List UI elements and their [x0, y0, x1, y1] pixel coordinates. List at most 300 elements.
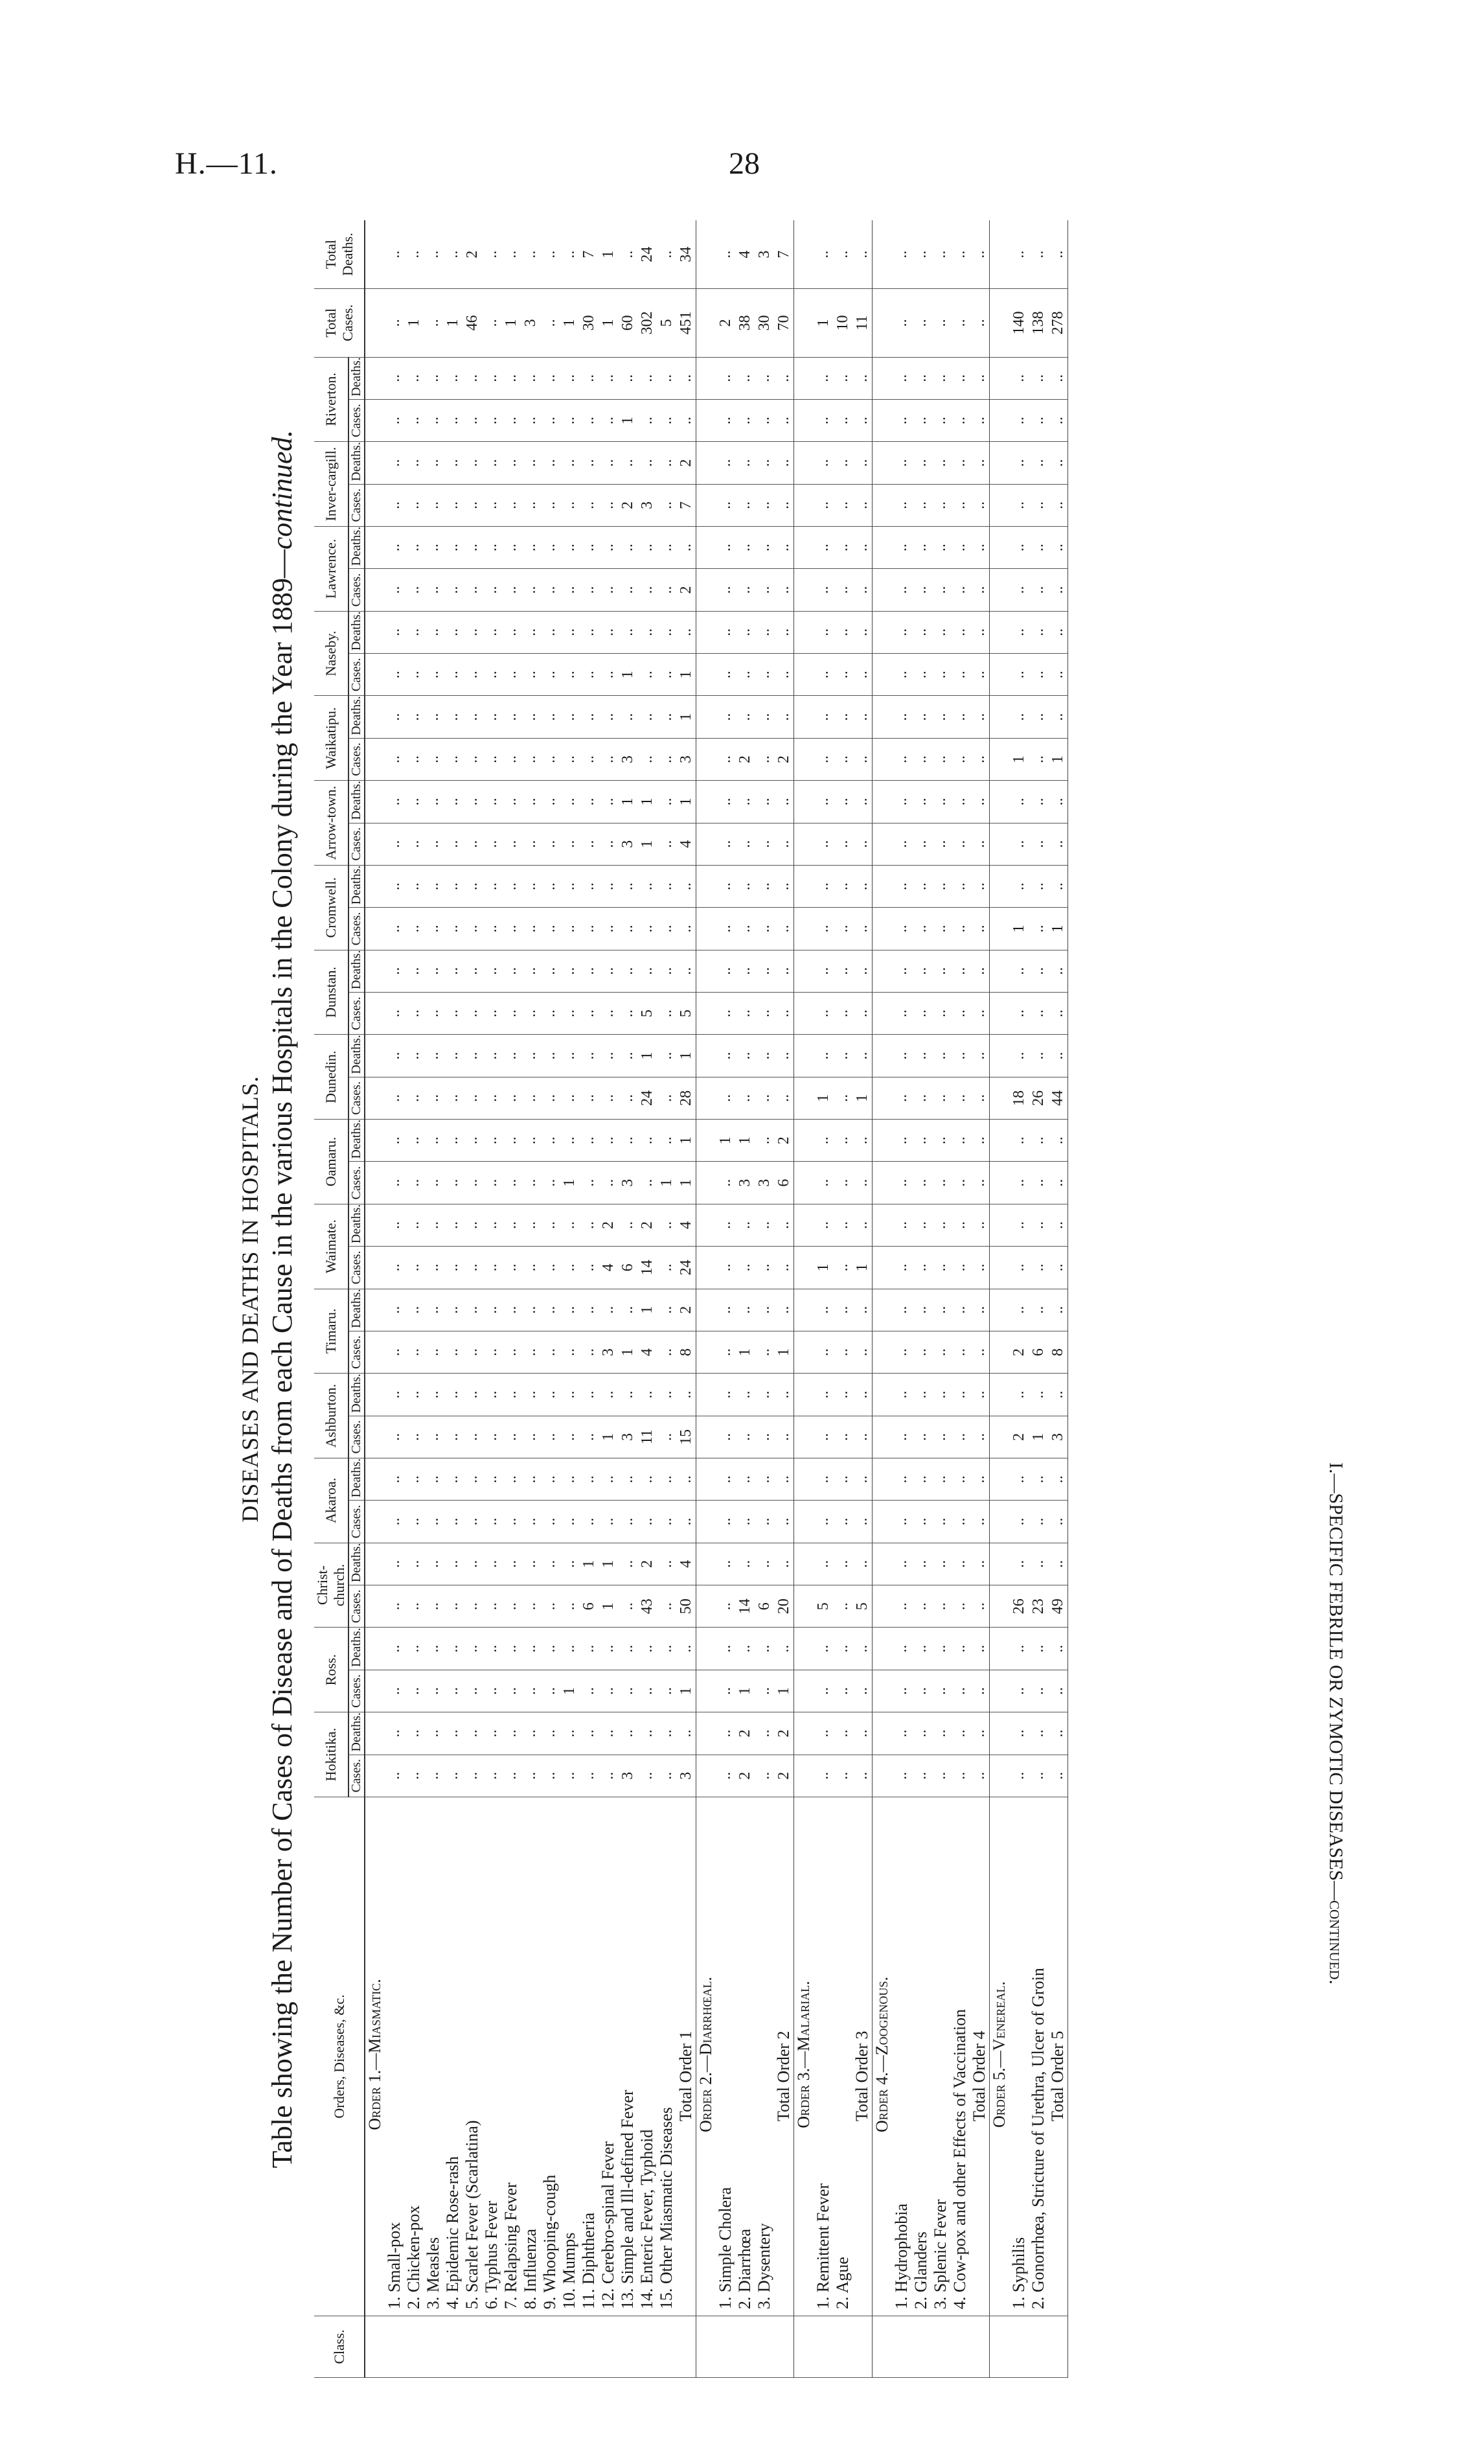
value-cell: ..: [462, 865, 482, 907]
value-cell: [990, 823, 1010, 865]
value-cell: ..: [676, 1628, 696, 1670]
value-cell: ..: [931, 1501, 950, 1543]
value-cell: ..: [540, 1289, 560, 1331]
value-cell: ..: [482, 1120, 501, 1162]
value-cell: ..: [814, 526, 833, 568]
value-cell: 3: [676, 1755, 696, 1797]
value-cell: ..: [501, 823, 521, 865]
value-cell: ..: [1048, 950, 1068, 992]
value-cell: ..: [676, 357, 696, 399]
value-cell: ..: [404, 357, 424, 399]
header-cases: Cases.: [348, 1501, 365, 1543]
value-cell: ..: [482, 1458, 501, 1501]
value-cell: ..: [618, 1670, 637, 1712]
total-deaths-cell: ..: [1009, 220, 1029, 289]
value-cell: ..: [404, 1035, 424, 1077]
row-label: 14. Enteric Fever, Typhoid: [637, 1797, 657, 2316]
table-row: [1029, 220, 1048, 2378]
value-cell: ..: [599, 1162, 618, 1204]
value-cell: ..: [540, 1712, 560, 1755]
value-cell: ..: [618, 1628, 637, 1670]
value-cell: ..: [833, 1628, 852, 1670]
value-cell: 3: [618, 1162, 637, 1204]
value-cell: ..: [774, 357, 794, 399]
value-cell: ..: [482, 1162, 501, 1204]
value-cell: ..: [560, 1374, 579, 1416]
value-cell: ..: [911, 1162, 931, 1204]
value-cell: ..: [970, 399, 990, 441]
row-label: 2. Gonorrhœa, Stricture of Urethra, Ulcer of Groin: [1029, 1797, 1048, 2316]
value-cell: ..: [424, 1035, 443, 1077]
class-cell: [716, 2316, 735, 2378]
class-cell: [501, 2316, 521, 2378]
value-cell: ..: [716, 1247, 735, 1289]
value-cell: ..: [1029, 399, 1048, 441]
value-cell: ..: [814, 950, 833, 992]
value-cell: ..: [618, 357, 637, 399]
value-cell: ..: [911, 865, 931, 907]
header-hospital: Dunedin.: [314, 1035, 348, 1120]
total-deaths-cell: ..: [618, 220, 637, 289]
value-cell: ..: [560, 1501, 579, 1543]
value-cell: 1: [676, 1120, 696, 1162]
header-cases: Cases.: [348, 1077, 365, 1119]
value-cell: ..: [716, 1204, 735, 1246]
disease-table: [314, 220, 1068, 2378]
value-cell: ..: [637, 526, 657, 568]
value-cell: ..: [462, 1247, 482, 1289]
row-label: 5. Scarlet Fever (Scarlatina): [462, 1797, 482, 2316]
value-cell: 4: [676, 1204, 696, 1246]
class-cell: [911, 2316, 931, 2378]
value-cell: ..: [911, 781, 931, 823]
row-label: 1. Small-pox: [385, 1797, 404, 2316]
value-cell: ..: [1029, 1543, 1048, 1585]
total-cases-cell: 451: [676, 289, 696, 357]
value-cell: [696, 1501, 716, 1543]
value-cell: ..: [950, 1416, 970, 1458]
value-cell: ..: [1009, 1628, 1029, 1670]
value-cell: ..: [579, 484, 599, 526]
value-cell: ..: [482, 1204, 501, 1246]
value-cell: ..: [774, 992, 794, 1034]
total-cases-cell: 30: [755, 289, 774, 357]
total-cases-cell: 1: [443, 289, 462, 357]
value-cell: ..: [540, 908, 560, 950]
value-cell: 2: [774, 1712, 794, 1755]
value-cell: ..: [657, 442, 676, 484]
value-cell: ..: [931, 442, 950, 484]
total-deaths-cell: ..: [1029, 220, 1048, 289]
value-cell: ..: [579, 1712, 599, 1755]
header-cases: Cases.: [348, 823, 365, 865]
table-row: [385, 220, 404, 2378]
value-cell: ..: [618, 1204, 637, 1246]
value-cell: ..: [579, 357, 599, 399]
value-cell: [794, 1501, 814, 1543]
total-deaths-cell: ..: [970, 220, 990, 289]
value-cell: [365, 611, 385, 653]
value-cell: 5: [676, 992, 696, 1034]
value-cell: [794, 1204, 814, 1246]
value-cell: ..: [1009, 1374, 1029, 1416]
value-cell: ..: [833, 1162, 852, 1204]
value-cell: ..: [462, 1712, 482, 1755]
value-cell: [873, 1501, 893, 1543]
table-row: [657, 220, 676, 2378]
value-cell: ..: [560, 611, 579, 653]
value-cell: ..: [676, 1458, 696, 1501]
value-cell: ..: [676, 950, 696, 992]
class-cell: [774, 2316, 794, 2378]
value-cell: 4: [599, 1247, 618, 1289]
value-cell: ..: [560, 1543, 579, 1585]
value-cell: [873, 738, 893, 780]
value-cell: [365, 865, 385, 907]
value-cell: ..: [424, 823, 443, 865]
value-cell: ..: [774, 950, 794, 992]
value-cell: [990, 611, 1010, 653]
header-deaths: Deaths.: [348, 950, 365, 992]
value-cell: ..: [404, 1458, 424, 1501]
value-cell: [990, 1501, 1010, 1543]
value-cell: ..: [774, 1247, 794, 1289]
value-cell: ..: [931, 992, 950, 1034]
value-cell: [696, 950, 716, 992]
value-cell: 24: [637, 1077, 657, 1119]
header-deaths: Deaths.: [348, 1289, 365, 1331]
header-deaths: Deaths.: [348, 1374, 365, 1416]
value-cell: ..: [443, 442, 462, 484]
value-cell: ..: [814, 738, 833, 780]
total-cases-cell: 140: [1009, 289, 1029, 357]
row-label: 10. Mumps: [560, 1797, 579, 2316]
value-cell: ..: [657, 1543, 676, 1585]
value-cell: ..: [676, 1374, 696, 1416]
value-cell: ..: [1029, 1628, 1048, 1670]
value-cell: ..: [1029, 1712, 1048, 1755]
value-cell: ..: [774, 908, 794, 950]
value-cell: ..: [385, 908, 404, 950]
value-cell: ..: [501, 1628, 521, 1670]
header-cases: Cases.: [348, 1585, 365, 1628]
value-cell: ..: [852, 569, 873, 611]
value-cell: ..: [443, 357, 462, 399]
value-cell: ..: [560, 865, 579, 907]
value-cell: ..: [814, 399, 833, 441]
table-row: [950, 220, 970, 2378]
page-number: 28: [729, 146, 760, 181]
value-cell: ..: [774, 781, 794, 823]
value-cell: ..: [482, 781, 501, 823]
value-cell: ..: [482, 442, 501, 484]
value-cell: ..: [501, 1416, 521, 1458]
value-cell: ..: [1009, 399, 1029, 441]
value-cell: [794, 1247, 814, 1289]
value-cell: [696, 1035, 716, 1077]
value-cell: ..: [814, 1331, 833, 1373]
value-cell: [365, 1755, 385, 1797]
value-cell: ..: [501, 654, 521, 696]
value-cell: [873, 1204, 893, 1246]
value-cell: ..: [443, 399, 462, 441]
value-cell: ..: [1029, 654, 1048, 696]
value-cell: ..: [735, 442, 755, 484]
value-cell: ..: [540, 611, 560, 653]
total-deaths-cell: ..: [814, 220, 833, 289]
value-cell: 1: [676, 1035, 696, 1077]
value-cell: ..: [911, 1501, 931, 1543]
value-cell: ..: [501, 1162, 521, 1204]
value-cell: ..: [579, 908, 599, 950]
value-cell: 1: [618, 399, 637, 441]
class-cell: [873, 2316, 893, 2378]
value-cell: ..: [560, 569, 579, 611]
total-cases-cell: 46: [462, 289, 482, 357]
total-deaths-cell: ..: [852, 220, 873, 289]
header-deaths: Deaths.: [348, 1628, 365, 1670]
value-cell: [365, 1458, 385, 1501]
value-cell: ..: [637, 357, 657, 399]
value-cell: [696, 442, 716, 484]
row-label: 4. Cow-pox and other Effects of Vaccination: [950, 1797, 970, 2316]
value-cell: ..: [1009, 865, 1029, 907]
table-row: [424, 220, 443, 2378]
value-cell: ..: [579, 1755, 599, 1797]
total-row: [852, 220, 873, 2378]
value-cell: ..: [716, 781, 735, 823]
value-cell: ..: [579, 696, 599, 738]
value-cell: [365, 654, 385, 696]
value-cell: [794, 1162, 814, 1204]
value-cell: ..: [424, 865, 443, 907]
value-cell: ..: [1048, 1458, 1068, 1501]
value-cell: ..: [521, 1458, 540, 1501]
total-cases-cell: 38: [735, 289, 755, 357]
value-cell: ..: [911, 1374, 931, 1416]
value-cell: [990, 1077, 1010, 1119]
value-cell: ..: [852, 992, 873, 1034]
table-row: [482, 220, 501, 2378]
value-cell: ..: [443, 1628, 462, 1670]
value-cell: ..: [657, 1712, 676, 1755]
value-cell: [365, 357, 385, 399]
value-cell: ..: [833, 1077, 852, 1119]
value-cell: ..: [1048, 1035, 1068, 1077]
value-cell: [873, 1247, 893, 1289]
value-cell: ..: [1009, 950, 1029, 992]
value-cell: ..: [1048, 1670, 1068, 1712]
header-hospital: Waimate.: [314, 1204, 348, 1289]
value-cell: ..: [443, 1458, 462, 1501]
value-cell: ..: [950, 1374, 970, 1416]
value-cell: 3: [618, 823, 637, 865]
value-cell: ..: [540, 950, 560, 992]
value-cell: ..: [501, 1670, 521, 1712]
value-cell: ..: [735, 781, 755, 823]
value-cell: ..: [385, 1289, 404, 1331]
header-deaths: Deaths.: [348, 611, 365, 653]
value-cell: ..: [385, 696, 404, 738]
value-cell: ..: [716, 1585, 735, 1628]
value-cell: ..: [755, 1712, 774, 1755]
value-cell: ..: [911, 1628, 931, 1670]
value-cell: ..: [774, 1289, 794, 1331]
value-cell: ..: [404, 1374, 424, 1416]
value-cell: ..: [892, 738, 911, 780]
value-cell: ..: [385, 1755, 404, 1797]
value-cell: ..: [385, 950, 404, 992]
value-cell: ..: [931, 1289, 950, 1331]
value-cell: ..: [950, 1035, 970, 1077]
value-cell: [365, 1247, 385, 1289]
value-cell: ..: [599, 738, 618, 780]
value-cell: ..: [404, 611, 424, 653]
value-cell: ..: [657, 484, 676, 526]
value-cell: ..: [833, 357, 852, 399]
table-row: [755, 220, 774, 2378]
value-cell: [794, 738, 814, 780]
value-cell: ..: [404, 781, 424, 823]
value-cell: ..: [599, 484, 618, 526]
value-cell: ..: [1048, 1712, 1068, 1755]
value-cell: ..: [1029, 1374, 1048, 1416]
value-cell: [990, 357, 1010, 399]
value-cell: ..: [462, 1204, 482, 1246]
value-cell: 2: [774, 1755, 794, 1797]
value-cell: ..: [521, 823, 540, 865]
value-cell: [990, 781, 1010, 823]
value-cell: [365, 1035, 385, 1077]
value-cell: ..: [892, 1458, 911, 1501]
header-total-cases: Total Cases.: [314, 289, 365, 357]
value-cell: ..: [950, 611, 970, 653]
value-cell: ..: [716, 399, 735, 441]
value-cell: ..: [1048, 569, 1068, 611]
value-cell: ..: [931, 1204, 950, 1246]
value-cell: ..: [755, 1035, 774, 1077]
value-cell: ..: [404, 1077, 424, 1119]
value-cell: [990, 1120, 1010, 1162]
value-cell: [990, 526, 1010, 568]
value-cell: ..: [1009, 569, 1029, 611]
value-cell: [696, 1289, 716, 1331]
value-cell: ..: [814, 1670, 833, 1712]
value-cell: ..: [833, 696, 852, 738]
value-cell: ..: [599, 1501, 618, 1543]
value-cell: [365, 526, 385, 568]
value-cell: ..: [1009, 781, 1029, 823]
header-cases: Cases.: [348, 654, 365, 696]
value-cell: ..: [970, 1712, 990, 1755]
total-deaths-cell: ..: [911, 220, 931, 289]
value-cell: [696, 781, 716, 823]
total-row: [970, 220, 990, 2378]
value-cell: ..: [501, 696, 521, 738]
header-deaths: Deaths.: [348, 442, 365, 484]
value-cell: ..: [579, 569, 599, 611]
value-cell: ..: [950, 1077, 970, 1119]
value-cell: ..: [462, 1543, 482, 1585]
value-cell: ..: [833, 908, 852, 950]
value-cell: ..: [950, 823, 970, 865]
value-cell: ..: [385, 1416, 404, 1458]
value-cell: ..: [657, 357, 676, 399]
value-cell: 1: [560, 1162, 579, 1204]
value-cell: ..: [774, 484, 794, 526]
value-cell: [873, 357, 893, 399]
value-cell: ..: [424, 1458, 443, 1501]
header-cases: Cases.: [348, 1755, 365, 1797]
value-cell: ..: [482, 950, 501, 992]
class-cell: [755, 2316, 774, 2378]
header-cases: Cases.: [348, 908, 365, 950]
row-label: 3. Splenic Fever: [931, 1797, 950, 2316]
total-deaths-cell: ..: [443, 220, 462, 289]
value-cell: ..: [443, 1543, 462, 1585]
value-cell: 1: [735, 1670, 755, 1712]
value-cell: [696, 611, 716, 653]
value-cell: ..: [735, 1374, 755, 1416]
value-cell: ..: [814, 654, 833, 696]
value-cell: ..: [462, 357, 482, 399]
value-cell: ..: [950, 781, 970, 823]
table-row: [911, 220, 931, 2378]
value-cell: ..: [521, 1289, 540, 1331]
value-cell: ..: [931, 1162, 950, 1204]
total-deaths-cell: ..: [716, 220, 735, 289]
value-cell: [696, 1458, 716, 1501]
total-cases-cell: 11: [852, 289, 873, 357]
value-cell: ..: [892, 1331, 911, 1373]
value-cell: [794, 1585, 814, 1628]
value-cell: ..: [852, 1712, 873, 1755]
value-cell: 20: [774, 1585, 794, 1628]
table-row: [521, 220, 540, 2378]
value-cell: ..: [657, 1077, 676, 1119]
value-cell: ..: [501, 865, 521, 907]
value-cell: ..: [950, 1162, 970, 1204]
value-cell: ..: [1029, 357, 1048, 399]
value-cell: ..: [521, 484, 540, 526]
value-cell: ..: [404, 1712, 424, 1755]
value-cell: [794, 908, 814, 950]
value-cell: ..: [540, 781, 560, 823]
value-cell: ..: [716, 823, 735, 865]
row-label: 12. Cerebro-spinal Fever: [599, 1797, 618, 2316]
value-cell: [696, 908, 716, 950]
value-cell: ..: [618, 1120, 637, 1162]
total-cases-cell: 70: [774, 289, 794, 357]
row-label: Order 3.—Malarial.: [794, 1797, 814, 2316]
value-cell: [794, 1712, 814, 1755]
value-cell: 2: [637, 1204, 657, 1246]
value-cell: ..: [424, 1585, 443, 1628]
value-cell: 1: [637, 823, 657, 865]
value-cell: [365, 823, 385, 865]
value-cell: ..: [443, 1120, 462, 1162]
value-cell: ..: [1029, 1501, 1048, 1543]
value-cell: [873, 1585, 893, 1628]
value-cell: [990, 442, 1010, 484]
page-identifier: H.—11.: [175, 146, 278, 181]
value-cell: ..: [618, 1585, 637, 1628]
value-cell: ..: [676, 1501, 696, 1543]
total-deaths-cell: 4: [735, 220, 755, 289]
value-cell: ..: [676, 526, 696, 568]
row-label: Total Order 3: [852, 1797, 873, 2316]
value-cell: ..: [482, 908, 501, 950]
